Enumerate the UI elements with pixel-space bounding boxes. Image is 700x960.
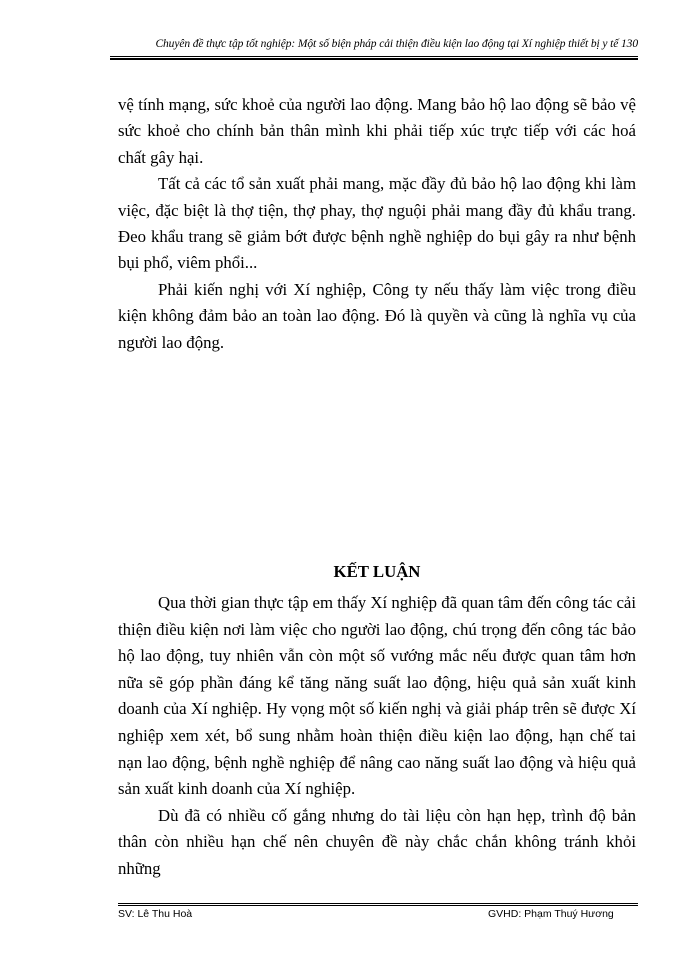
footer-divider [118, 903, 638, 904]
header-divider [110, 56, 638, 57]
paragraph-continued: vệ tính mạng, sức khoẻ của người lao động. Mang bảo hộ lao động sẽ bảo vệ sức khoẻ cho chính bản thân mình khi phải tiếp xúc trực tiếp với các hoá chất gây hại. [118, 95, 636, 167]
header-divider-thick [110, 58, 638, 60]
conclusion-heading: KẾT LUẬN [333, 562, 421, 581]
footer-divider-2 [118, 905, 638, 906]
footer-advisor: GVHD: Phạm Thuý Hương [488, 908, 614, 920]
paragraph: Tất cả các tổ sản xuất phải mang, mặc đầy đủ bảo hộ lao động khi làm việc, đặc biệt là thợ tiện, thợ phay, thợ nguội phải mang đầy đủ khẩu trang. Đeo khẩu trang sẽ giảm bớt được bệnh nghề nghiệp do bụi gây ra như bệnh bụi phổ, viêm phổi... [118, 174, 636, 273]
conclusion-section [118, 590, 636, 883]
footer-student: SV: Lê Thu Hoà [118, 908, 193, 920]
body-section [118, 92, 636, 356]
paragraph: Phải kiến nghị với Xí nghiệp, Công ty nếu thấy làm việc trong điều kiện không đảm bảo an toàn lao động. Đó là quyền và cũng là nghĩa vụ của người lao động. [118, 279, 636, 352]
paragraph: Dù đã có nhiều cố gắng nhưng do tài liệu còn hạn hẹp, trình độ bản thân còn nhiều hạn chế nên chuyên đề này chắc chắn không tránh khỏi những [118, 805, 636, 878]
paragraph: Qua thời gian thực tập em thấy Xí nghiệp đã quan tâm đến công tác cải thiện điều kiện nơi làm việc cho người lao động, chú trọng đến công tác bảo hộ lao động, tuy nhiên vẫn còn một số vướng mắc nếu được quan tâm hơn nữa sẽ góp phần đáng kể tăng năng suất lao động, hiệu quả sản xuất kinh doanh của Xí nghiệp. Hy vọng một số kiến nghị và giải pháp trên sẽ được Xí nghiệp xem xét, bổ sung nhằm hoàn thiện điều kiện lao động, hạn chế tai nạn lao động, bệnh nghề nghiệp để nâng cao năng suất lao động và hiệu quả sản xuất kinh doanh của Xí nghiệp. [118, 593, 636, 799]
page-header: Chuyên đề thực tập tốt nghiệp: Một số biện pháp cải thiện điều kiện lao động tại Xí nghiệp thiết bị y tế 130 [155, 38, 638, 50]
